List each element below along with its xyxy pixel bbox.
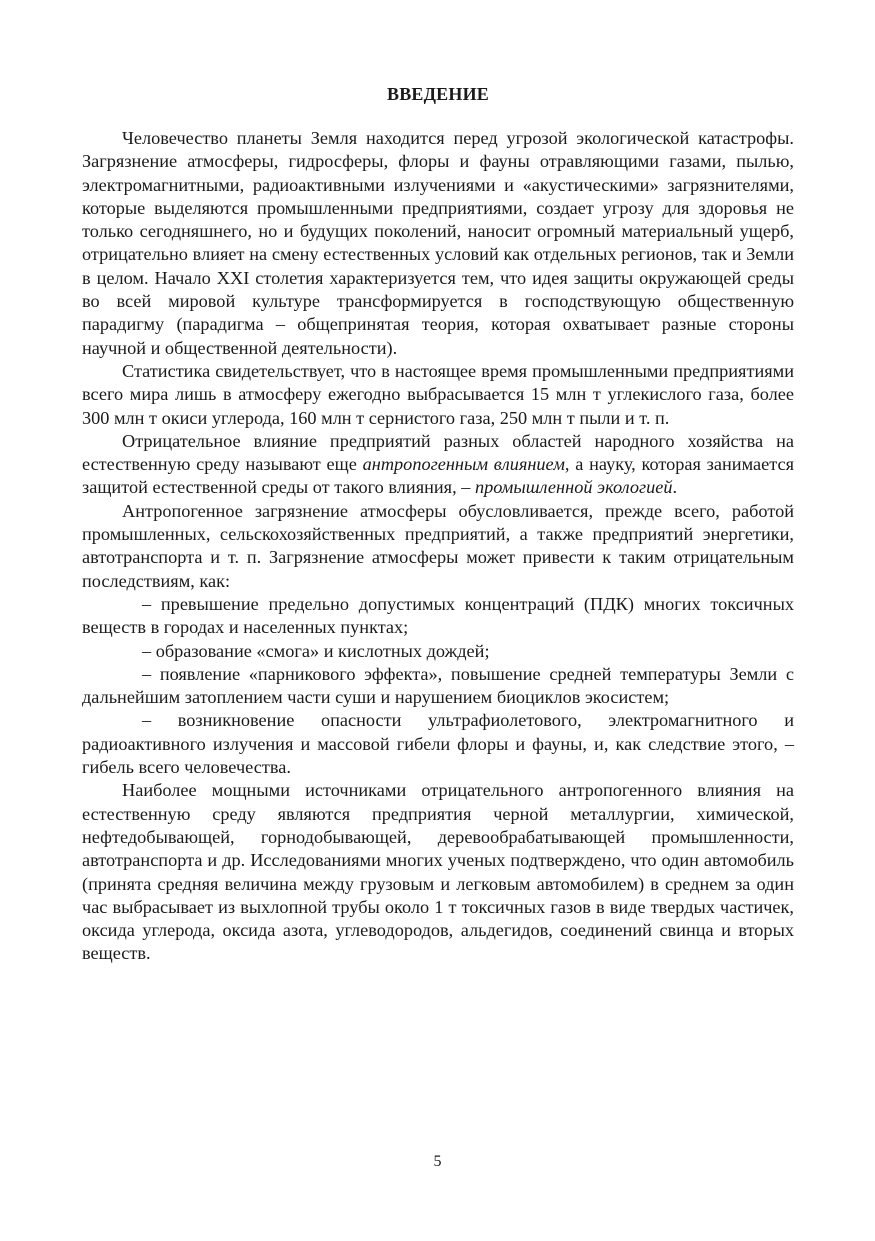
term-anthropogenic-influence: антропогенным влиянием (362, 454, 565, 475)
text-span: . (672, 477, 678, 498)
text-span: , а науку, которая занимается защитой естественной среды от такого влияния, – (82, 454, 794, 498)
page-content (82, 84, 794, 966)
term-industrial-ecology: промышленной экологией (474, 477, 673, 498)
list-item: – возникновение опасности ультрафиолетового, электромагнитного и радиоактивного излучения и массовой гибели флоры и фауны, и, как следствие этого, – гибель всего человечества. (82, 710, 794, 778)
page-title: ВВЕДЕНИЕ (386, 84, 489, 104)
list-item: – появление «парникового эффекта», повышение средней температуры Земли с дальнейшим затоплением части суши и нарушением биоциклов экосистем; (82, 663, 794, 708)
paragraph-industry-sources: Наиболее мощными источниками отрицательного антропогенного влияния на естественную среду являются предприятия черной металлургии, химической, нефтедобывающей, горнодобывающей, деревообрабатывающей промышленности, автотранспорта и др. Исследованиями многих ученых подтверждено, что один автомобиль (принята средняя величина между грузовым и легковым автомобилем) в среднем за один час выбрасывает из выхлопной трубы около 1 т токсичных газов в виде твердых частичек, оксида углерода, оксида азота, углеводородов, альдегидов, соединений свинца и вторых веществ. (82, 780, 794, 964)
list-item: – образование «смога» и кислотных дождей; (142, 640, 490, 661)
paragraph-pollution-sources: Антропогенное загрязнение атмосферы обусловливается, прежде всего, работой промышленных, сельскохозяйственных предприятий, а также предприятий энергетики, автотранспорта и т. п. Загрязнение атмосферы может привести к таким отрицательным последствиям, как: (82, 500, 794, 591)
list-item: – превышение предельно допустимых концентраций (ПДК) многих токсичных веществ в городах и населенных пунктах; (82, 593, 794, 638)
paragraph-anthropogenic-definition (82, 430, 794, 500)
page-number: 5 (433, 1153, 442, 1170)
text-span: Отрицательное влияние предприятий разных областей народного хозяйства на естественную среду называют еще (82, 430, 794, 475)
paragraph-intro: Человечество планеты Земля находится перед угрозой экологической катастрофы. Загрязнение атмосферы, гидросферы, флоры и фауны отравляющими газами, пылью, электромагнитными, радиоактивными излучениями и «акустическими» загрязнителями, которые выделяются промышленными предприятиями, создает угрозу для здоровья не только сегодняшнего, но и будущих поколений, наносит огромный материальный ущерб, отрицательно влияет на смену естественных условий как отдельных регионов, так и Земли в целом. Начало XXI столетия характеризуется тем, что идея защиты окружающей среды во всей мировой культуре трансформируется в господствующую общественную парадигму (парадигма – общепринятая теория, которая охватывает разные стороны научной и общественной деятельности). (82, 128, 794, 358)
paragraph-statistics: Статистика свидетельствует, что в настоящее время промышленными предприятиями всего мира лишь в атмосферу ежегодно выбрасывается 15 млн т углекислого газа, более 300 млн т окиси углерода, 160 млн т сернистого газа, 250 млн т пыли и т. п. (82, 360, 794, 428)
